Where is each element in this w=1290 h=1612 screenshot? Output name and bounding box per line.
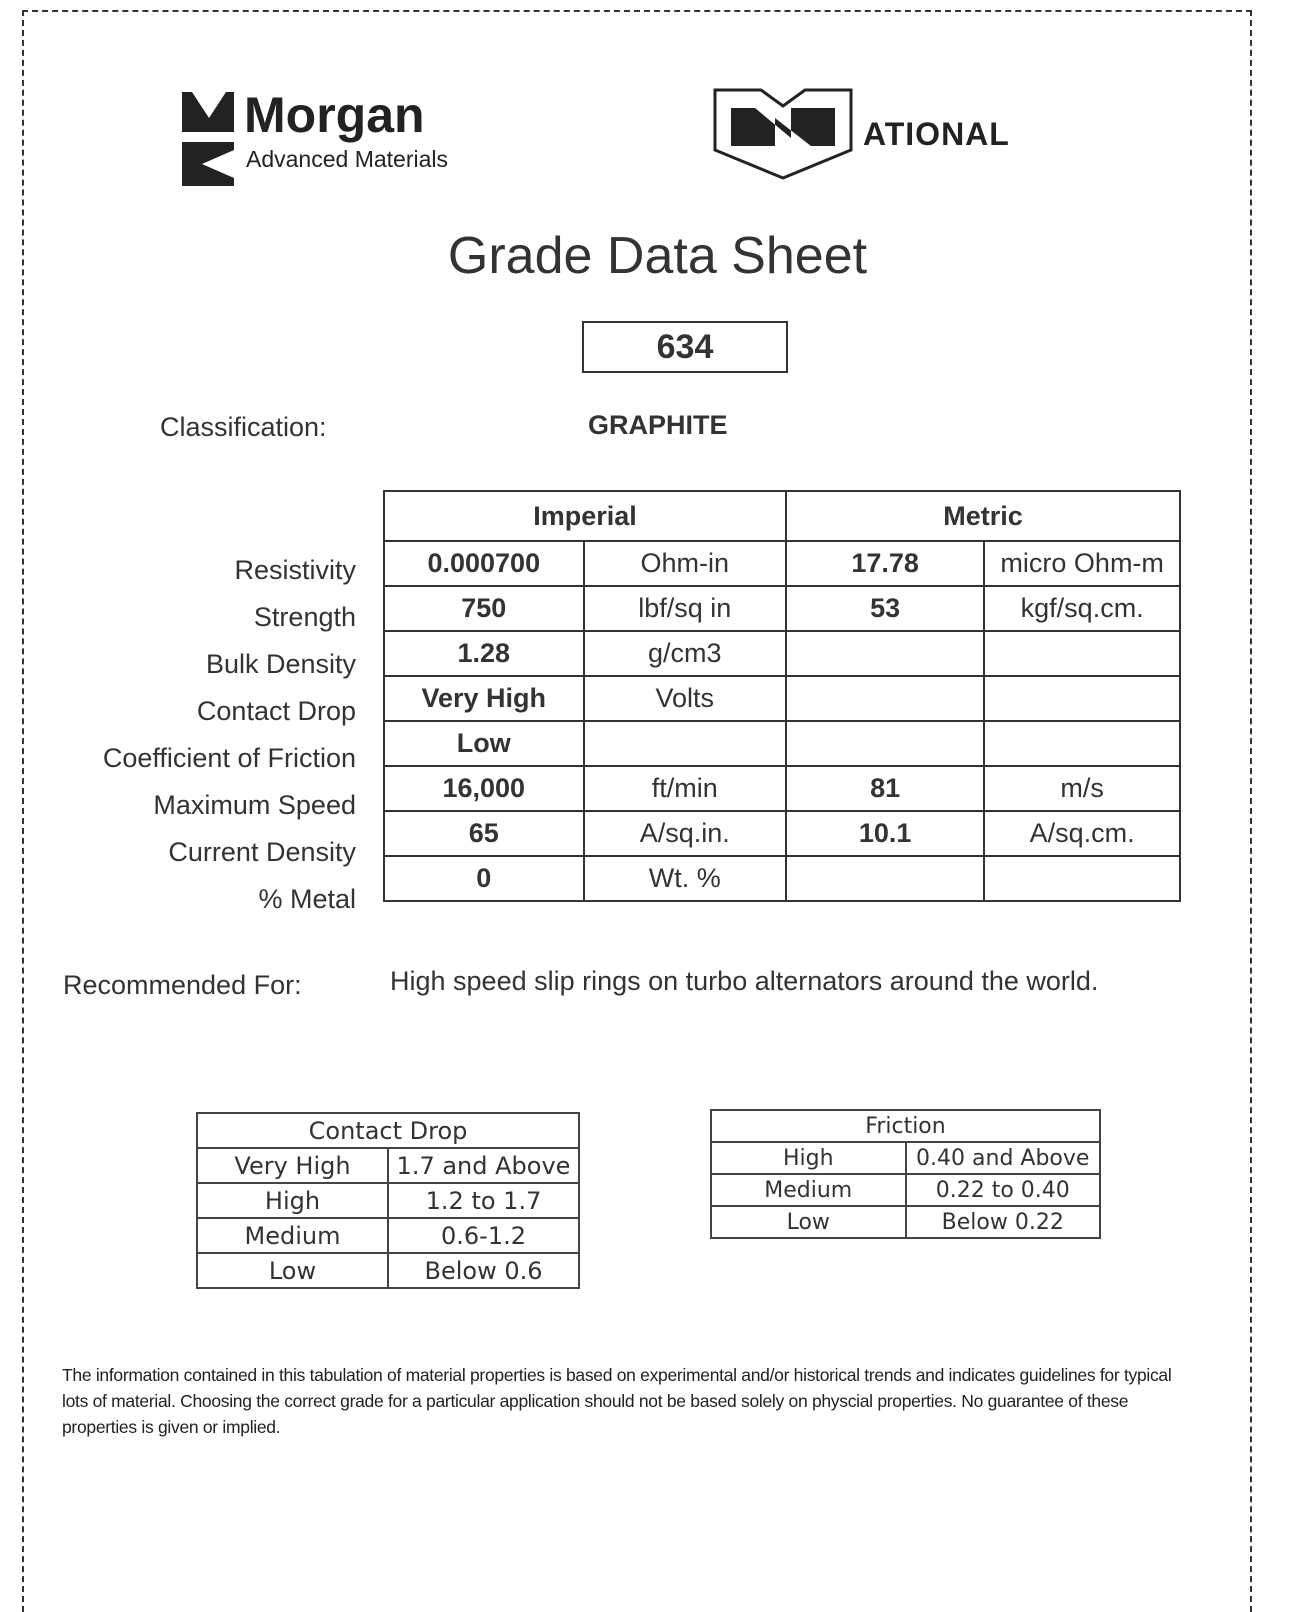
table-row [197,1253,579,1288]
contact-drop-table [196,1112,580,1289]
recommended-value: High speed slip rings on turbo alternators around the world. [390,966,1099,996]
metric-unit [984,676,1180,721]
level-label: Medium [711,1174,906,1206]
table-row [711,1174,1100,1206]
table-header-row [384,491,1180,541]
imperial-value: 1.28 [384,631,584,676]
grade-number: 634 [582,321,788,373]
metric-value: 17.78 [786,541,984,586]
range-value: 0.40 and Above [906,1142,1101,1174]
property-label: Maximum Speed [153,790,356,820]
metric-value: 10.1 [786,811,984,856]
recommended-label: Recommended For: [63,970,302,1000]
level-label: High [197,1183,388,1218]
level-label: Medium [197,1218,388,1253]
table-row [711,1206,1100,1238]
imperial-header: Imperial [384,491,786,541]
imperial-unit: ft/min [584,766,786,811]
imperial-value: Low [384,721,584,766]
table-row [384,766,1180,811]
table-row [384,676,1180,721]
classification-value: GRAPHITE [588,410,728,440]
classification-label: Classification: [160,412,327,442]
metric-header: Metric [786,491,1180,541]
metric-unit: m/s [984,766,1180,811]
metric-value [786,856,984,901]
properties-table [383,490,1181,902]
table-row [384,631,1180,676]
friction-table [710,1109,1101,1239]
table-row [197,1183,579,1218]
table-row [384,811,1180,856]
imperial-unit: Volts [584,676,786,721]
metric-unit: A/sq.cm. [984,811,1180,856]
table-row [384,856,1180,901]
imperial-value: Very High [384,676,584,721]
imperial-value: 65 [384,811,584,856]
property-label: Coefficient of Friction [102,743,356,773]
imperial-unit: lbf/sq in [584,586,786,631]
morgan-subtitle: Advanced Materials [246,146,448,172]
range-value: 1.7 and Above [388,1148,579,1183]
level-label: Low [711,1206,906,1238]
table-row [384,541,1180,586]
friction-title: Friction [711,1110,1100,1142]
imperial-unit: Ohm-in [584,541,786,586]
imperial-value: 0.000700 [384,541,584,586]
imperial-unit [584,721,786,766]
range-value: Below 0.22 [906,1206,1101,1238]
morgan-name: Morgan [244,87,425,143]
property-label: Bulk Density [205,649,356,679]
metric-value [786,721,984,766]
imperial-unit: Wt. % [584,856,786,901]
table-row [711,1142,1100,1174]
metric-unit [984,631,1180,676]
property-label: Contact Drop [196,696,356,726]
national-logo [713,88,1010,185]
property-label: Resistivity [234,555,356,585]
table-row [197,1148,579,1183]
metric-value: 81 [786,766,984,811]
disclaimer-footnote: The information contained in this tabulation of material properties is based on experimental and/or historical trends and indicates guidelines for typical lots of material. Choosing the correct grade for a particular application should not be based solely on physcial properties. No guarantee of these properties is given or implied. [62,1365,1172,1437]
table-row [384,586,1180,631]
metric-unit: micro Ohm-m [984,541,1180,586]
metric-unit [984,721,1180,766]
property-label: Current Density [168,837,356,867]
imperial-value: 0 [384,856,584,901]
metric-value [786,676,984,721]
range-value: 0.22 to 0.40 [906,1174,1101,1206]
level-label: Very High [197,1148,388,1183]
table-row [384,721,1180,766]
page-title: Grade Data Sheet [447,227,868,285]
property-labels [40,540,356,916]
range-value: 1.2 to 1.7 [388,1183,579,1218]
imperial-unit: g/cm3 [584,631,786,676]
imperial-unit: A/sq.in. [584,811,786,856]
morgan-logo [182,87,542,193]
national-shield-icon [713,88,853,180]
range-value: 0.6-1.2 [388,1218,579,1253]
level-label: Low [197,1253,388,1288]
metric-value: 53 [786,586,984,631]
range-value: Below 0.6 [388,1253,579,1288]
metric-unit: kgf/sq.cm. [984,586,1180,631]
imperial-value: 16,000 [384,766,584,811]
contact-drop-title: Contact Drop [197,1113,579,1148]
national-name: ATIONAL [863,116,1010,152]
level-label: High [711,1142,906,1174]
property-label: Strength [253,602,356,632]
table-row [197,1218,579,1253]
property-label: % Metal [258,884,356,914]
metric-unit [984,856,1180,901]
imperial-value: 750 [384,586,584,631]
metric-value [786,631,984,676]
